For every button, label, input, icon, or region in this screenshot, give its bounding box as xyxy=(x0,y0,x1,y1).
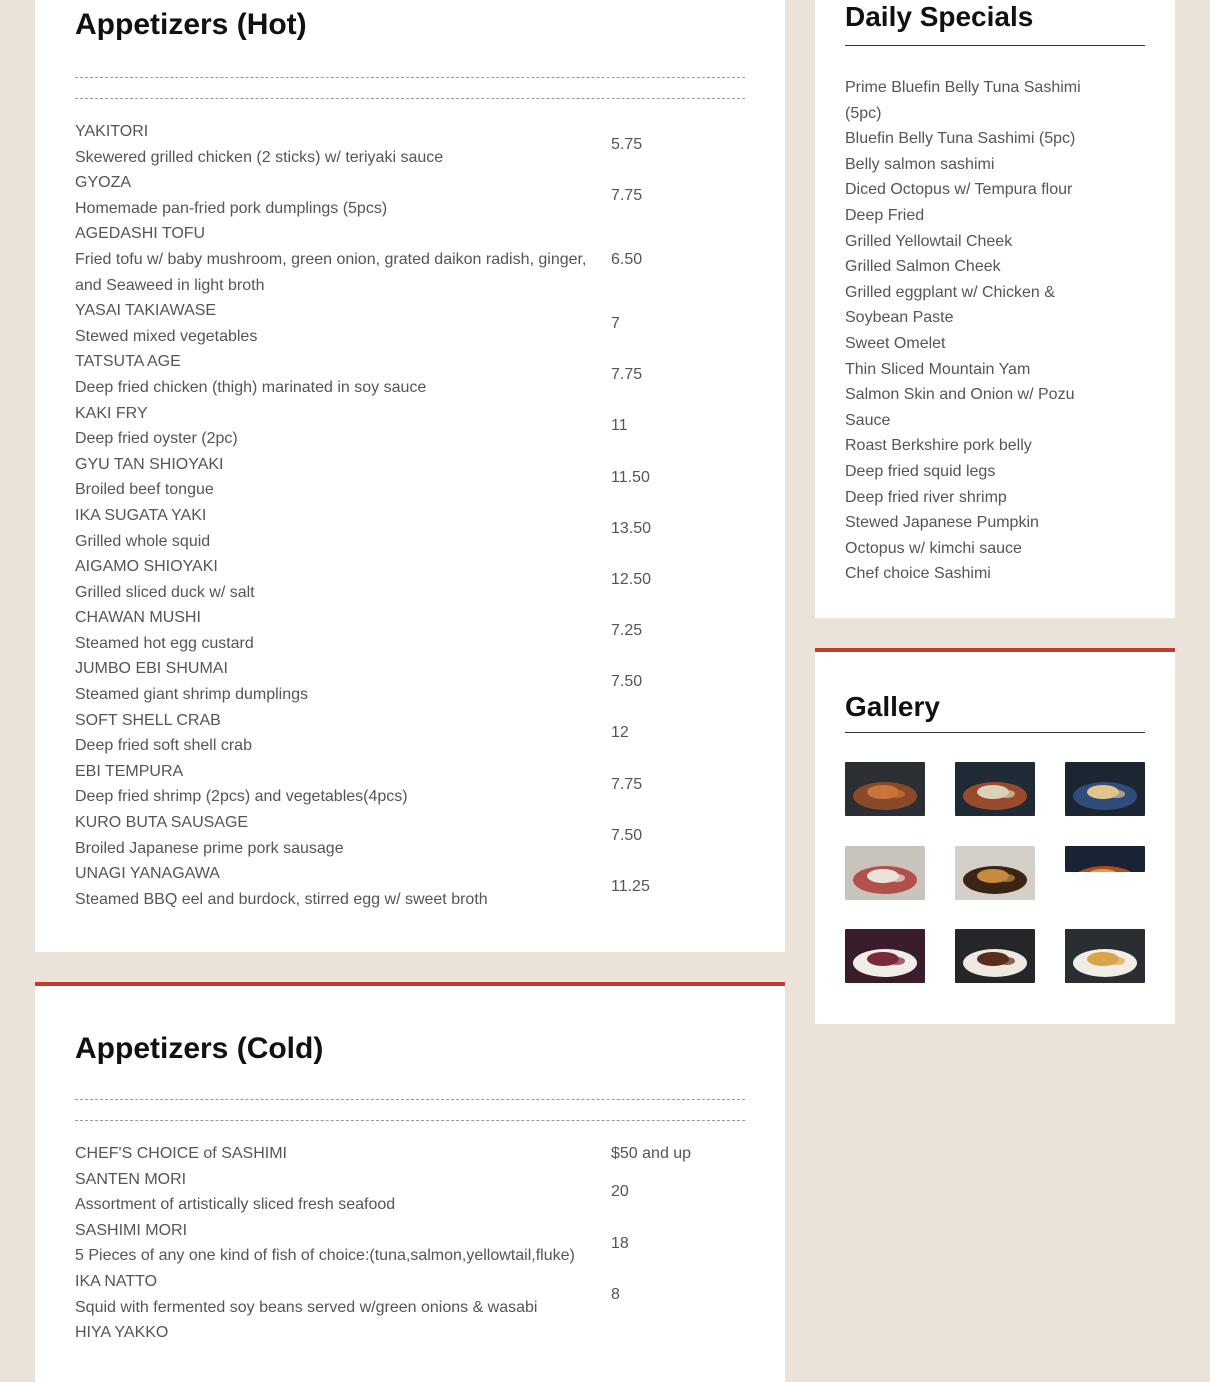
fried-shrimp-photo[interactable] xyxy=(955,762,1035,816)
menu-item-description: Steamed giant shrimp dumplings xyxy=(75,686,309,704)
menu-item-name: GYU TAN SHIOYAKI xyxy=(75,455,224,473)
menu-item-description: Deep fried soft shell crab xyxy=(75,737,252,755)
menu-item-price: 7.50 xyxy=(611,673,643,691)
menu-item-price: 7.75 xyxy=(611,366,643,384)
soup-bowl-photo[interactable] xyxy=(955,846,1035,900)
hot-appetizers-title: Appetizers (Hot) xyxy=(75,8,307,41)
daily-specials-title: Daily Specials xyxy=(845,1,1034,32)
specials-list xyxy=(845,75,1095,587)
menu-item-description: Steamed BBQ eel and burdock, stirred egg w/ sweet broth xyxy=(75,890,488,908)
cold-menu-table xyxy=(75,1141,745,1346)
menu-item-name: IKA NATTO xyxy=(75,1272,158,1290)
menu-row xyxy=(75,708,745,759)
special-item: Chef choice Sashimi xyxy=(845,565,991,583)
menu-item-description: Stewed mixed vegetables xyxy=(75,327,258,345)
menu-row xyxy=(75,605,745,656)
menu-item-cell xyxy=(75,1141,611,1167)
menu-item-name: SOFT SHELL CRAB xyxy=(75,711,221,729)
menu-item-price: 7.75 xyxy=(611,186,643,204)
menu-item-description: 5 Pieces of any one kind of fish of choice:(tuna,salmon,yellowtail,fluke) xyxy=(75,1247,575,1265)
menu-item-description: Assortment of artistically sliced fresh seafood xyxy=(75,1196,396,1214)
menu-item-description: Deep fried shrimp (2pcs) and vegetables(4pcs) xyxy=(75,788,408,806)
cold-appetizers-card xyxy=(35,982,785,1382)
menu-item-price: 7.25 xyxy=(611,622,643,640)
special-item: Stewed Japanese Pumpkin xyxy=(845,514,1039,532)
menu-row xyxy=(75,861,745,912)
menu-item-price xyxy=(611,1320,745,1346)
menu-item-description: Grilled whole squid xyxy=(75,532,211,550)
menu-item-cell xyxy=(75,605,611,656)
special-item: Belly salmon sashimi xyxy=(845,155,995,173)
menu-row xyxy=(75,452,745,503)
menu-item-price: 7.50 xyxy=(611,826,643,844)
special-item: Sweet Omelet xyxy=(845,334,946,352)
menu-item-name: SANTEN MORI xyxy=(75,1170,187,1188)
special-item: Bluefin Belly Tuna Sashimi (5pc) xyxy=(845,130,1076,148)
menu-item-price: 5.75 xyxy=(611,135,643,153)
menu-item-price: 12.50 xyxy=(611,570,652,588)
special-item: Grilled Yellowtail Cheek xyxy=(845,232,1013,250)
steak-plate-photo[interactable] xyxy=(955,929,1035,983)
tempura-plate-photo[interactable] xyxy=(1065,762,1145,816)
menu-item-name: YAKITORI xyxy=(75,123,149,140)
divider xyxy=(845,45,1145,46)
special-item: Octopus w/ kimchi sauce xyxy=(845,539,1022,557)
menu-item-cell xyxy=(75,1269,611,1320)
menu-item-price: 6.50 xyxy=(611,250,643,268)
menu-row xyxy=(75,503,745,554)
menu-item-description: Grilled sliced duck w/ salt xyxy=(75,583,255,601)
menu-item-price: 8 xyxy=(611,1285,620,1303)
menu-item-cell xyxy=(75,119,611,170)
divider xyxy=(75,1120,745,1121)
menu-row xyxy=(75,349,745,400)
menu-item-cell xyxy=(75,759,611,810)
menu-item-description: Squid with fermented soy beans served w/green onions & wasabi xyxy=(75,1298,538,1316)
menu-row xyxy=(75,1141,745,1167)
menu-item-description: Deep fried chicken (thigh) marinated in soy sauce xyxy=(75,378,427,396)
menu-item-price: 12 xyxy=(611,724,629,742)
menu-item-cell xyxy=(75,1218,611,1269)
special-item: Diced Octopus w/ Tempura flour Deep Fried xyxy=(845,181,1073,224)
menu-row xyxy=(75,1218,745,1269)
rice-plate-photo[interactable] xyxy=(845,929,925,983)
menu-item-description: Steamed hot egg custard xyxy=(75,634,254,652)
menu-item-cell xyxy=(75,656,611,707)
menu-item-name: SASHIMI MORI xyxy=(75,1221,188,1239)
grilled-squid-photo[interactable] xyxy=(845,762,925,816)
menu-item-cell xyxy=(75,810,611,861)
menu-row xyxy=(75,554,745,605)
menu-item-name: CHAWAN MUSHI xyxy=(75,609,201,627)
special-item: Prime Bluefin Belly Tuna Sashimi (5pc) xyxy=(845,79,1081,122)
special-item: Grilled Salmon Cheek xyxy=(845,258,1001,276)
menu-row xyxy=(75,298,745,349)
menu-item-cell xyxy=(75,401,611,452)
menu-row xyxy=(75,1320,745,1346)
menu-item-cell xyxy=(75,554,611,605)
hot-menu-table xyxy=(75,119,745,912)
menu-item-cell xyxy=(75,708,611,759)
gallery-card xyxy=(815,648,1175,1024)
menu-item-cell xyxy=(75,861,611,912)
menu-item-price: 7.75 xyxy=(611,775,643,793)
menu-row xyxy=(75,810,745,861)
menu-item-description: Fried tofu w/ baby mushroom, green onion, grated daikon radish, ginger, and Seaweed in light broth xyxy=(75,250,587,294)
menu-item-description: Skewered grilled chicken (2 sticks) w/ teriyaki sauce xyxy=(75,148,444,166)
daily-specials-card xyxy=(815,0,1175,618)
menu-row xyxy=(75,1269,745,1320)
special-item: Deep fried squid legs xyxy=(845,462,996,480)
menu-item-name: HIYA YAKKO xyxy=(75,1324,169,1342)
menu-item-name: CHEF'S CHOICE of SASHIMI xyxy=(75,1145,287,1162)
menu-item-price: 11 xyxy=(611,417,628,435)
divider xyxy=(75,98,745,99)
menu-row xyxy=(75,1167,745,1218)
menu-item-name: TATSUTA AGE xyxy=(75,353,181,371)
menu-row xyxy=(75,170,745,221)
menu-item-name: YASAI TAKIAWASE xyxy=(75,302,217,320)
menu-item-cell xyxy=(75,298,611,349)
menu-item-description: Broiled beef tongue xyxy=(75,481,214,499)
menu-item-cell xyxy=(75,349,611,400)
menu-item-cell xyxy=(75,452,611,503)
gallery-title: Gallery xyxy=(845,691,940,722)
menu-item-price: 13.50 xyxy=(611,519,652,537)
fried-shrimp-plate-photo[interactable] xyxy=(1065,929,1145,983)
dish-photo-partial[interactable] xyxy=(1065,846,1145,872)
menu-item-price: $50 and up xyxy=(611,1145,692,1162)
divider xyxy=(845,732,1145,733)
menu-item-name: GYOZA xyxy=(75,174,132,192)
special-item: Thin Sliced Mountain Yam xyxy=(845,360,1031,378)
special-item: Deep fried river shrimp xyxy=(845,488,1007,506)
divider xyxy=(75,77,745,78)
menu-item-name: KURO BUTA SAUSAGE xyxy=(75,814,249,832)
menu-row xyxy=(75,221,745,298)
menu-item-cell xyxy=(75,170,611,221)
menu-item-price: 11.25 xyxy=(611,878,650,896)
menu-item-price: 20 xyxy=(611,1183,629,1201)
hot-appetizers-card xyxy=(35,0,785,952)
menu-row xyxy=(75,119,745,170)
menu-item-description: Homemade pan-fried pork dumplings (5pcs) xyxy=(75,199,388,217)
menu-item-cell xyxy=(75,1320,611,1346)
menu-item-description: Broiled Japanese prime pork sausage xyxy=(75,839,344,857)
divider xyxy=(75,1099,745,1100)
menu-item-name: KAKI FRY xyxy=(75,404,148,422)
special-item: Roast Berkshire pork belly xyxy=(845,437,1032,455)
cold-appetizers-title: Appetizers (Cold) xyxy=(75,1032,324,1065)
menu-item-cell xyxy=(75,1167,611,1218)
menu-item-name: UNAGI YANAGAWA xyxy=(75,865,220,883)
menu-item-name: IKA SUGATA YAKI xyxy=(75,506,207,524)
menu-item-name: EBI TEMPURA xyxy=(75,762,184,780)
menu-item-cell xyxy=(75,503,611,554)
special-item: Grilled eggplant w/ Chicken & Soybean Paste xyxy=(845,283,1055,327)
menu-item-name: AIGAMO SHIOYAKI xyxy=(75,558,218,576)
menu-item-price: 7 xyxy=(611,314,620,332)
sashimi-platter-photo[interactable] xyxy=(845,846,925,900)
menu-item-cell xyxy=(75,221,611,298)
menu-row xyxy=(75,759,745,810)
menu-item-name: JUMBO EBI SHUMAI xyxy=(75,660,228,678)
special-item: Salmon Skin and Onion w/ Pozu Sauce xyxy=(845,386,1075,429)
menu-item-price: 18 xyxy=(611,1234,629,1252)
menu-item-price: 11.50 xyxy=(611,468,650,486)
menu-row xyxy=(75,401,745,452)
menu-row xyxy=(75,656,745,707)
menu-item-name: AGEDASHI TOFU xyxy=(75,225,206,243)
menu-item-description: Deep fried oyster (2pc) xyxy=(75,430,238,448)
